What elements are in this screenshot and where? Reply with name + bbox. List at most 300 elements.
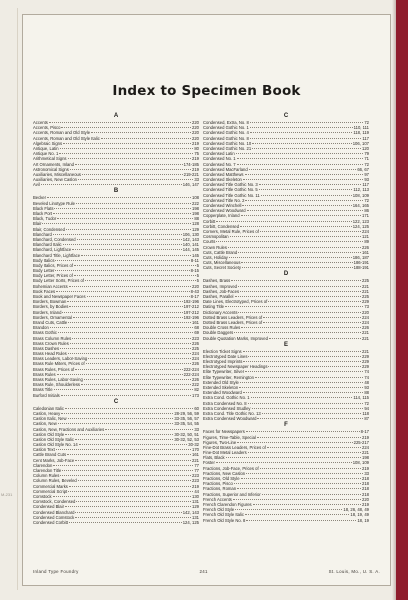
leader-dots [76, 203, 191, 204]
entry-page: 106, 107 [352, 140, 369, 146]
entry-name: Extended Skeleton [203, 385, 239, 390]
entry-name: Column Rules, Beveled [33, 478, 77, 484]
leader-dots [241, 327, 361, 328]
leader-dots [257, 418, 363, 419]
entry-name: Blanchard Title, Lightface [33, 252, 81, 258]
entry-page: 226 [192, 340, 199, 346]
leader-dots [75, 369, 182, 370]
entry-page: 8-17 [190, 294, 199, 299]
entry-name: Brass Rule, Shoulderless [33, 382, 81, 388]
entry-name: Auxiliaries, Miscellaneous [33, 171, 81, 177]
entry-page: 93 [364, 385, 369, 390]
leader-dots [67, 454, 191, 455]
leader-dots [67, 301, 182, 302]
entry-page: 219 [362, 501, 369, 507]
entry-page: 124, 125 [352, 223, 369, 229]
entry-name: Blanchard [33, 231, 52, 237]
red-cloth-binding [396, 0, 408, 600]
entry-name: Brass Rules, Labor-Saving [33, 377, 83, 382]
leader-dots [81, 384, 191, 385]
entry-page: 197-212 [183, 309, 199, 315]
leader-dots [225, 306, 363, 307]
entry-name: Extended Woodward [203, 390, 242, 396]
entry-page: 145 [192, 252, 199, 258]
entry-name: Body Italics, Prices of [33, 262, 74, 268]
leader-dots [250, 122, 363, 123]
entry-page: 188-191 [353, 265, 369, 271]
entry-page: 72 [364, 197, 369, 203]
entry-page: 8-43 [190, 288, 199, 294]
entry-name: Arithmetical Signs [33, 156, 67, 162]
entry-name: Caslon Old Style Italic [33, 436, 74, 442]
leader-dots [233, 499, 361, 500]
page-footer [33, 569, 380, 574]
entry-name: Dashes, Parallel [203, 294, 234, 299]
index-entry [33, 520, 199, 525]
leader-dots [252, 408, 364, 409]
entry-page: 86 [364, 208, 369, 214]
entry-name: Copperplate, Inland [203, 213, 240, 219]
index-section-c [203, 112, 369, 270]
leader-dots [252, 143, 352, 144]
leader-dots [249, 169, 357, 170]
entry-page: 18, 26, 48, 49 [343, 507, 369, 513]
entry-page: 110, 111 [353, 125, 369, 131]
entry-page: 124, 125 [182, 519, 199, 525]
leader-dots [259, 184, 362, 185]
entry-name: Dotted Brass Leaders, Prices of [203, 319, 263, 325]
entry-page: 66, 67 [357, 166, 369, 172]
entry-page: 118, 119 [353, 130, 369, 136]
entry-name: Blair, Condensed [33, 226, 65, 232]
entry-name: Brass Head Rules [33, 351, 67, 357]
leader-dots [60, 348, 191, 349]
leader-dots [84, 379, 191, 380]
entry-page: 120 [362, 145, 369, 151]
leader-dots [238, 252, 361, 253]
entry-page: 224 [192, 351, 199, 357]
entry-page: 77 [194, 468, 199, 473]
entry-name: Condensed Blanchard [33, 509, 75, 515]
leader-dots [248, 356, 361, 357]
entry-page: 229 [362, 359, 369, 365]
leader-dots [226, 457, 361, 458]
leader-dots [65, 408, 193, 409]
entry-page: 198 [362, 455, 369, 461]
leader-dots [263, 317, 361, 318]
entry-page: 142, 143 [182, 509, 199, 515]
entry-name: Antique No. 1 [33, 151, 59, 157]
leader-dots [61, 127, 191, 128]
leader-dots [238, 286, 361, 287]
leader-dots [76, 501, 191, 502]
entry-name: Double Quotation Marks, Improved [203, 335, 268, 341]
entry-name: Algebraic Signs [33, 140, 63, 146]
entry-page: 8-17 [360, 429, 369, 435]
entry-page: 112, 113 [353, 187, 369, 193]
entry-name: Cuts, Cattle Brand [203, 249, 238, 255]
entry-page: 129 [192, 504, 199, 510]
entry-name: Corbitt [203, 218, 216, 224]
entry-page: 8-11 [190, 257, 199, 263]
leader-dots [242, 205, 351, 206]
page-gutter-line [17, 8, 18, 590]
entry-name: Elite Typewriter, Remington [203, 374, 254, 380]
entry-name: Condensed Winchell [203, 203, 242, 208]
leader-dots [101, 138, 191, 139]
entry-name: Electrotyped Newspaper Headings [203, 364, 268, 370]
leader-dots [75, 517, 191, 518]
leader-dots [243, 361, 361, 362]
section-letter: C [283, 113, 289, 119]
entry-page: 222 [192, 382, 199, 388]
entry-page: 89 [364, 239, 369, 245]
leader-dots [241, 262, 352, 263]
leader-dots [62, 312, 182, 313]
entry-page: 74 [364, 374, 369, 380]
entry-page: 140, 141 [182, 242, 199, 248]
leader-dots [55, 260, 190, 261]
entry-name: Art Ornaments, Inland [33, 161, 74, 167]
entry-page: 224 [362, 228, 369, 234]
leader-dots [66, 229, 191, 230]
leader-dots [237, 164, 364, 165]
leader-dots [47, 197, 191, 198]
entry-page: 33 [194, 177, 199, 183]
entry-page: 33-35, 54, 55 [174, 421, 199, 427]
leader-dots [54, 389, 194, 390]
index-section-c [33, 398, 199, 525]
leader-dots [105, 429, 193, 430]
entry-page: 222-224 [183, 366, 199, 372]
leader-dots [250, 138, 361, 139]
entry-name: Condensed Comstock [33, 514, 75, 520]
side-label: M-231 [1, 492, 13, 497]
leader-dots [68, 322, 191, 323]
leader-dots [240, 226, 352, 227]
leader-dots [237, 442, 352, 443]
entry-page: 74 [364, 369, 369, 375]
entry-name: Antique, Latin [33, 145, 59, 151]
entry-page: 173 [192, 392, 199, 398]
entry-name: Condensed No. 7 [203, 161, 236, 167]
entry-name: Condensed MacFarland [203, 166, 248, 172]
leader-dots [245, 371, 363, 372]
page-title: Index to Specimen Book [112, 83, 301, 99]
entry-name: Cattle Brand Cuts [33, 452, 67, 458]
entry-name: Dashes, Brass [203, 278, 231, 284]
entry-page: 33 [364, 470, 369, 476]
section-letter: D [283, 271, 289, 278]
entry-page: 219 [362, 465, 369, 471]
leader-dots [53, 213, 191, 214]
entry-name: Comstock [33, 493, 52, 499]
leader-dots [241, 215, 361, 216]
entry-page: 197-212 [183, 304, 199, 310]
leader-dots [235, 509, 342, 510]
entry-page: 229 [362, 353, 369, 359]
entry-name: Accents, Roman and Old Style [33, 130, 91, 136]
entry-name: Borders, Inland [33, 309, 62, 315]
entry-name: French Clarendon Figures [203, 501, 252, 507]
leader-dots [262, 494, 361, 495]
entry-name: Electrotyped Date Lines [203, 353, 248, 359]
entry-name: Condensed Blair [33, 504, 64, 510]
entry-page: 161 [362, 249, 369, 255]
entry-name: Brandon [33, 325, 49, 331]
entry-page: 222 [192, 200, 199, 206]
leader-dots [78, 480, 191, 481]
entry-page: 69 [194, 330, 199, 336]
entry-name: Fractions, Job-Face, Prices of [203, 465, 259, 471]
entry-page: 122, 123 [352, 218, 369, 224]
entry-name: Corbitt, Condensed [203, 223, 240, 229]
entry-page: 93 [364, 177, 369, 183]
leader-dots [234, 483, 361, 484]
entry-page: 161 [192, 319, 199, 325]
leader-dots [261, 195, 352, 196]
entry-page: 5 [196, 273, 199, 279]
entry-page: 226 [192, 377, 199, 382]
leader-dots [237, 158, 364, 159]
entry-name: Fractions, Pisco [203, 481, 233, 487]
entry-name: Condensed Title Gothic No. 11 [203, 192, 260, 198]
entry-name: Condensed No. 1 [203, 156, 236, 162]
entry-name: Crown Rules [203, 244, 227, 250]
entry-name: Beveled Linotype Rule [33, 200, 75, 206]
entry-page: 5 [196, 262, 199, 268]
leader-dots [85, 280, 196, 281]
leader-dots [50, 327, 193, 328]
entry-page: 218 [362, 476, 369, 481]
entry-page: 88 [194, 216, 199, 222]
entry-page: 224 [362, 314, 369, 320]
leader-dots [216, 462, 352, 463]
leader-dots [75, 439, 173, 440]
entry-page: 220 [362, 309, 369, 315]
leader-dots [56, 449, 191, 450]
entry-name: Caslon Old Style [33, 431, 65, 437]
leader-dots [241, 478, 361, 479]
entry-page: 48 [364, 379, 369, 385]
entry-page: 224 [362, 319, 369, 325]
leader-dots [72, 249, 182, 250]
entry-page: 225 [362, 294, 369, 299]
entry-name: Burford Initials [33, 392, 60, 398]
entry-name: Commercial Marks [33, 483, 68, 489]
leader-dots [252, 148, 361, 149]
leader-dots [239, 387, 363, 388]
leader-dots [70, 169, 191, 170]
entry-name: Brass Rules [33, 371, 56, 377]
entry-name: Condensed Gothic No. 8 [203, 135, 249, 141]
entry-page: 129 [192, 226, 199, 232]
leader-dots [245, 174, 364, 175]
leader-dots [246, 431, 360, 432]
entry-name: Brass Dashes [33, 345, 60, 351]
entry-name: Condensed Title Gothic No. 3 [203, 182, 258, 188]
index-section-e [203, 341, 369, 422]
entry-name: Caslon, New [33, 421, 57, 427]
entry-name: Caslon Old Style No. 14 [33, 442, 78, 448]
entry-page: 223 [192, 335, 199, 341]
leader-dots [238, 312, 361, 313]
leader-dots [75, 164, 183, 165]
entry-name: Brass Crown Rules [33, 340, 69, 346]
leader-dots [255, 377, 363, 378]
entry-name: Cuts, Holiday [203, 254, 228, 260]
entry-name: Commercial Script [33, 488, 68, 494]
leader-dots [56, 291, 189, 292]
leader-dots [236, 153, 364, 154]
entry-page: 222-224 [183, 371, 199, 377]
leader-dots [250, 127, 353, 128]
entry-name: Date Lines, Electrotyped, Prices of [203, 299, 268, 305]
entry-name: Flats, Black [203, 455, 225, 461]
entry-name: Fine-Dot Metal Leaders [203, 450, 247, 456]
entry-name: Avil [33, 182, 40, 188]
entry-name: Cuts, Miscellaneous [203, 260, 241, 266]
entry-name: French Accents [203, 496, 232, 502]
entry-name: Becker [33, 195, 47, 201]
entry-name: Condensed Gothic No. 10 [203, 140, 252, 146]
entry-name: Condensed Gothic No. 21 [203, 145, 252, 151]
leader-dots [63, 244, 182, 245]
entry-page: 72 [364, 400, 369, 406]
entry-page: 30-32 [188, 442, 199, 448]
leader-dots [75, 460, 191, 461]
entry-name: Condensed Corbitt [33, 519, 68, 525]
entry-page: 106, 130 [182, 231, 199, 237]
entry-name: Fractions, New Caslon [203, 470, 246, 476]
leader-dots [263, 322, 361, 323]
entry-page: 192-196 [183, 314, 199, 320]
entry-name: Body Italics [33, 257, 55, 263]
entry-name: Extra Cond. Title Gothic No. 13 [203, 410, 261, 416]
footer-location: St. Louis, Mo., U. S. A. [328, 569, 380, 574]
entry-name: Foster [203, 460, 215, 466]
leader-dots [53, 496, 191, 497]
leader-dots [61, 413, 173, 414]
leader-dots [69, 486, 191, 487]
entry-name: Caslon Italic, New [33, 416, 67, 422]
entry-page: 30-32, 52, 53 [174, 436, 199, 442]
entry-page: 226 [362, 244, 369, 250]
leader-dots [243, 392, 364, 393]
leader-dots [228, 247, 361, 248]
leader-dots [69, 522, 182, 523]
entry-page: 108 [192, 195, 199, 201]
leader-dots [78, 179, 193, 180]
leader-dots [240, 382, 363, 383]
leader-dots [248, 452, 361, 453]
entry-page: 219 [192, 140, 199, 146]
entry-page: 79 [364, 151, 369, 157]
footer-page-number: 241 [199, 569, 208, 574]
leader-dots [74, 275, 196, 276]
index-section-b [33, 187, 199, 397]
entry-name: Election Ticket Signs [203, 348, 242, 354]
leader-dots [251, 397, 353, 398]
leader-dots [216, 241, 363, 242]
entry-page: 192-196 [183, 299, 199, 305]
entry-page: 225 [192, 345, 199, 351]
leader-dots [73, 317, 183, 318]
index-plate [22, 14, 391, 586]
entry-name: Caslon Text [33, 447, 55, 453]
leader-dots [57, 374, 183, 375]
entry-page: 72 [364, 161, 369, 167]
entry-name: Condensed, Extra, No. 8 [203, 120, 249, 125]
section-letter: A [113, 113, 119, 119]
entry-page: 223 [192, 473, 199, 479]
entry-page: 220 [192, 130, 199, 136]
entry-name: Brass Column Rules [33, 335, 72, 341]
entry-page: 30-32, 50, 51 [174, 431, 199, 437]
leader-dots [79, 444, 188, 445]
entry-name: Dashes, Improved [203, 283, 237, 289]
entry-name: Accents, Roman and Old Style Italic [33, 135, 100, 141]
entry-page: 161 [192, 452, 199, 458]
leader-dots [74, 265, 196, 266]
leader-dots [267, 447, 361, 448]
entry-page: 219 [192, 156, 199, 162]
leader-dots [88, 358, 191, 359]
entry-page: 80 [194, 145, 199, 151]
leader-dots [269, 338, 361, 339]
entry-name: Black Flats [33, 205, 54, 211]
leader-dots [53, 465, 193, 466]
leader-dots [68, 418, 174, 419]
entry-name: Blanchard, Lightface [33, 247, 72, 253]
leader-dots [65, 434, 173, 435]
entry-name: Caslon, New, Fractions and Auxiliaries [33, 426, 105, 432]
entry-name: Figures, Two-Line [203, 439, 237, 445]
entry-page: 68 [194, 325, 199, 331]
entry-name: Bohemian Accents [33, 283, 68, 289]
entry-name: Fractions, Superior and Inferior [203, 491, 261, 497]
entry-page: 186-191 [353, 260, 369, 266]
index-column-left [33, 112, 199, 525]
entry-name: Condensed Matthews [203, 171, 244, 177]
entry-name: Dictionary Accents [203, 309, 238, 315]
section-letter: E [283, 341, 288, 348]
entry-page: 33 [194, 426, 199, 432]
entry-name: Clarendon [33, 462, 53, 468]
entry-name: Extra Condensed No. 8 [203, 400, 247, 406]
entry-page: 221 [362, 450, 369, 456]
entry-name: Cosmopolitan [203, 234, 229, 240]
entry-page: 226 [362, 325, 369, 331]
leader-dots [60, 148, 194, 149]
leader-dots [234, 332, 361, 333]
leader-dots [257, 437, 361, 438]
entry-name: Figures, Time-Table, Special [203, 434, 256, 440]
leader-dots [268, 301, 361, 302]
entry-page: 218 [362, 486, 369, 492]
index-section-d [203, 270, 369, 340]
leader-dots [42, 223, 191, 224]
leader-dots [77, 239, 182, 240]
entry-name: Brass Rules, Prices of [33, 366, 75, 372]
leader-dots [268, 366, 361, 367]
leader-dots [253, 504, 361, 505]
entry-name: Fine-Dot Brass Leaders, Prices of [203, 444, 266, 450]
entry-name: Body Letter, Prices of [33, 273, 73, 279]
entry-page: 219 [362, 434, 369, 440]
entry-name: Extra Condensed Woodward [203, 416, 257, 422]
entry-name: French Old Style Italic [203, 512, 244, 518]
